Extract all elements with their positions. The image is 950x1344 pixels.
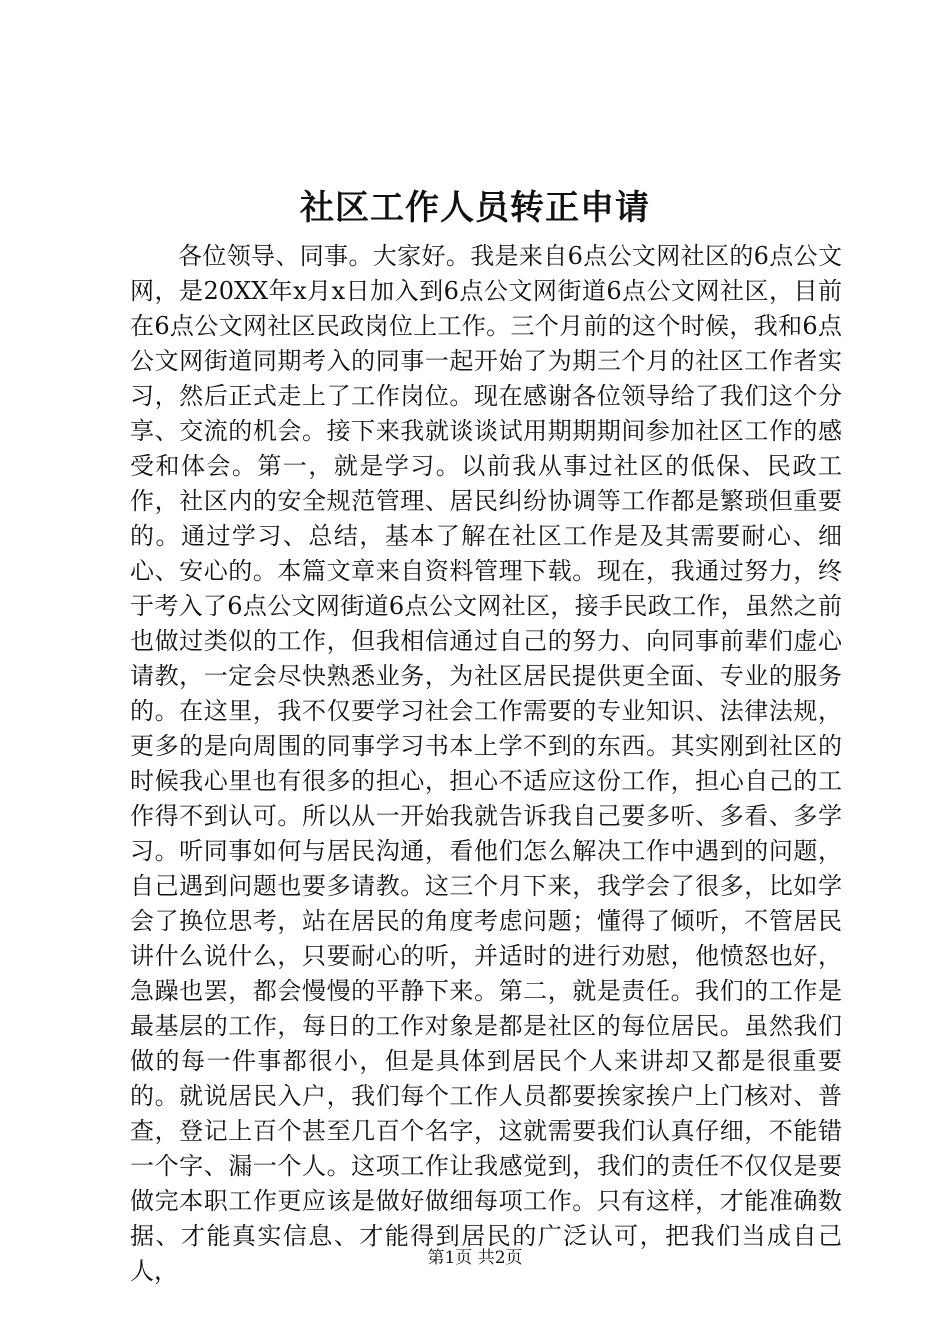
document-body: 各位领导、同事。大家好。我是来自6点公文网社区的6点公文网，是20XX年x月x日加入到6点公文网街道6点公文网社区，目前在6点公文网社区民政岗位上工作。三个月前的这个时候，我和6点公文网街道同期考入的同事一起开始了为期三个月的社区工作者实习，然后正式走上了工作岗位。现在感谢各位领导给了我们这个分享、交流的机会。接下来我就谈谈试用期期期间参加社区工作的感受和体会。第一，就是学习。以前我从事过社区的低保、民政工作，社区内的安全规范管理、居民纠纷协调等工作都是繁琐但重要的。通过学习、总结，基本了解在社区工作是及其需要耐心、细心、安心的。本篇文章来自资料管理下载。现在，我通过努力，终于考入了6点公文网街道6点公文网社区，接手民政工作，虽然之前也做过类似的工作，但我相信通过自己的努力、向同事前辈们虚心请教，一定会尽快熟悉业务，为社区居民提供更全面、专业的服务的。在这里，我不仅要学习社会工作需要的专业知识、法律法规，更多的是向周围的同事学习书本上学不到的东西。其实刚到社区的时候我心里也有很多的担心，担心不适应这份工作，担心自己的工作得不到认可。所以从一开始我就告诉我自己要多听、多看、多学习。听同事如何与居民沟通，看他们怎么解决工作中遇到的问题，自己遇到问题也要多请教。这三个月下来，我学会了很多，比如学会了换位思考，站在居民的角度考虑问题；懂得了倾听，不管居民讲什么说什么，只要耐心的听，并适时的进行劝慰，他愤怒也好，急躁也罢，都会慢慢的平静下来。第二，就是责任。我们的工作是最基层的工作，每日的工作对象是都是社区的每位居民。虽然我们做的每一件事都很小，但是具体到居民个人来讲却又都是很重要的。就说居民入户，我们每个工作人员都要挨家挨户上门核对、普查，登记上百个甚至几百个名字，这就需要我们认真仔细，不能错一个字、漏一个人。这项工作让我感觉到，我们的责任不仅仅是要做完本职工作更应该是做好做细每项工作。只有这样，才能准确数据、才能真实信息、才能得到居民的广泛认可，把我们当成自己人， (130, 242, 842, 1285)
document-title: 社区工作人员转正申请 (300, 188, 650, 228)
page-number: 第1页 共2页 (427, 1248, 523, 1268)
